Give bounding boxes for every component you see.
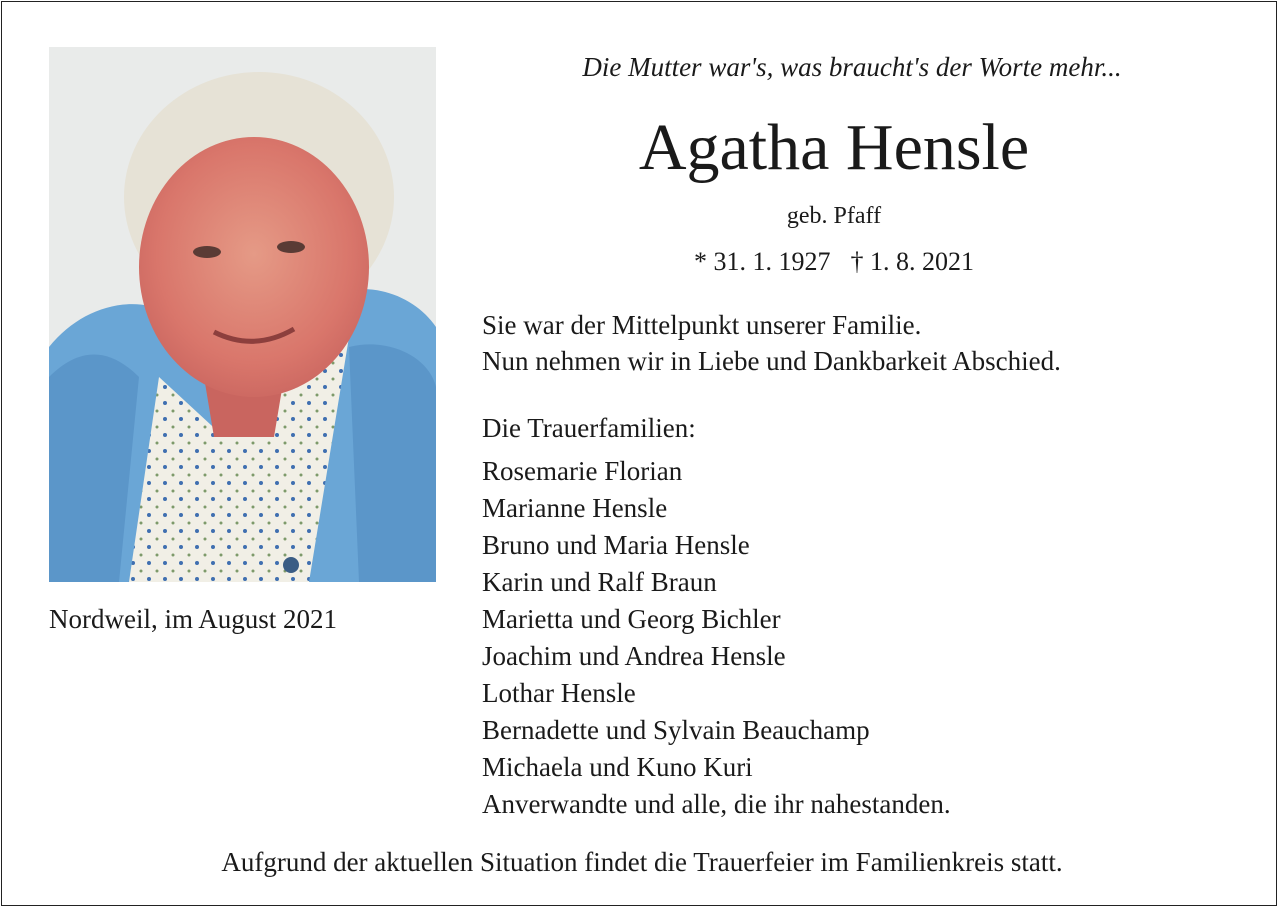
portrait-photo	[49, 47, 436, 582]
motto: Die Mutter war's, was braucht's der Worte mehr...	[582, 52, 1122, 82]
family-heading: Die Trauerfamilien:	[482, 413, 696, 443]
family-member: Rosemarie Florian	[482, 456, 683, 486]
family-member: Marianne Hensle	[482, 493, 668, 523]
life-dates	[454, 246, 1214, 278]
birth-date: * 31. 1. 1927	[694, 247, 831, 276]
tribute-text	[482, 307, 1061, 379]
family-member: Bruno und Maria Hensle	[482, 530, 750, 560]
tribute-line: Nun nehmen wir in Liebe und Dankbarkeit Abschied.	[482, 346, 1061, 376]
family-member: Joachim und Andrea Hensle	[482, 641, 786, 671]
tribute-line: Sie war der Mittelpunkt unserer Familie.	[482, 310, 922, 340]
family-list	[482, 453, 951, 823]
obituary-card	[1, 1, 1277, 906]
family-member: Bernadette und Sylvain Beauchamp	[482, 715, 870, 745]
deceased-name: Agatha Hensle	[638, 111, 1030, 184]
family-member: Michaela und Kuno Kuri	[482, 752, 753, 782]
place-date: Nordweil, im August 2021	[49, 604, 337, 634]
family-member: Karin und Ralf Braun	[482, 567, 717, 597]
funeral-note: Aufgrund der aktuellen Situation findet die Trauerfeier im Familienkreis statt.	[221, 847, 1063, 877]
family-member: Lothar Hensle	[482, 678, 636, 708]
family-member: Marietta und Georg Bichler	[482, 604, 781, 634]
family-member: Anverwandte und alle, die ihr nahestanden.	[482, 789, 951, 819]
maiden-name: geb. Pfaff	[786, 203, 882, 229]
death-date: † 1. 8. 2021	[850, 247, 974, 276]
